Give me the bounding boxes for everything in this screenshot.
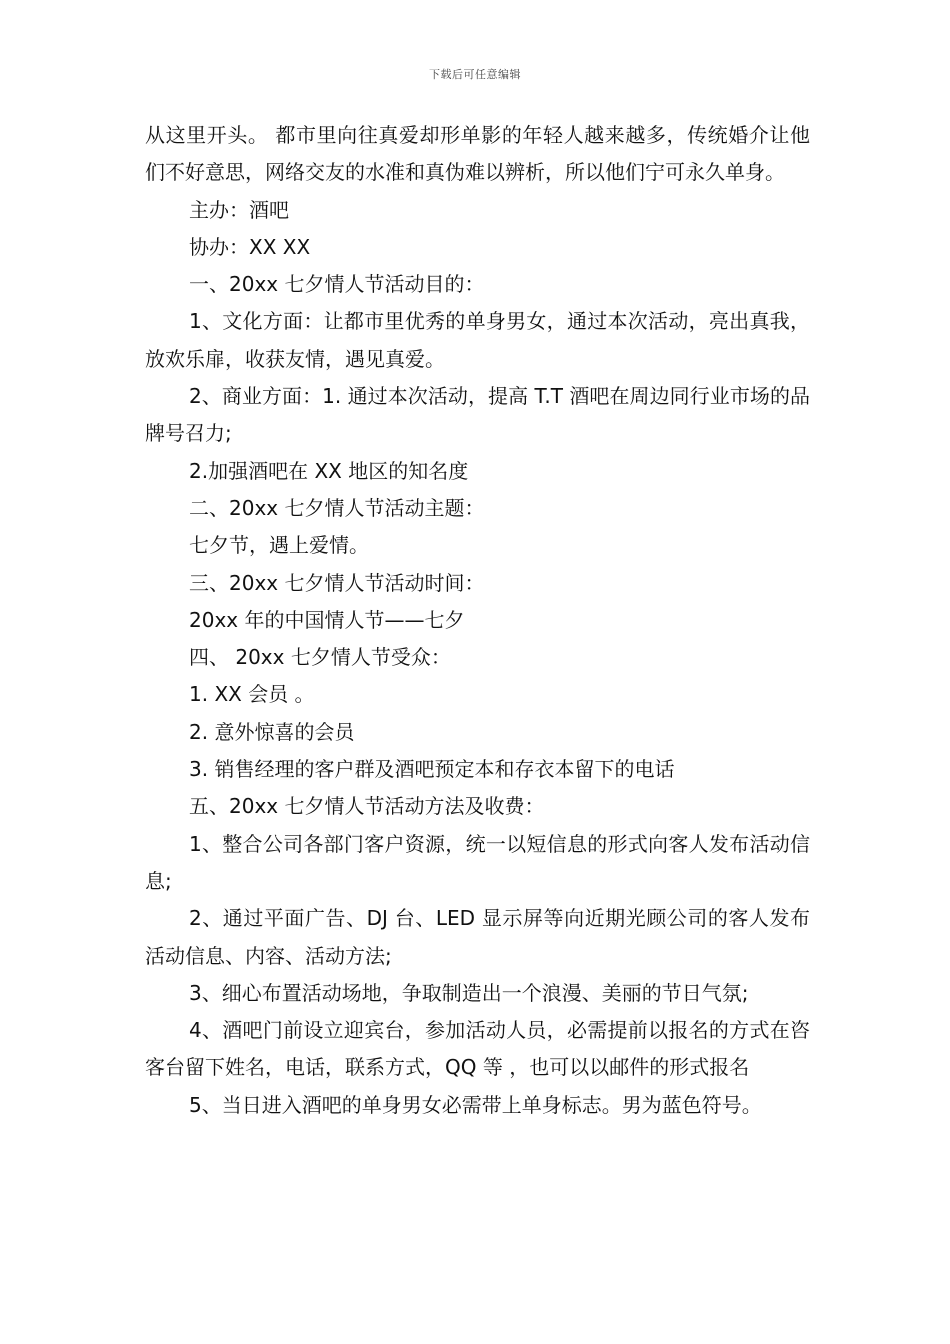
organizer-line: 主办：酒吧: [189, 197, 289, 222]
page-header: 下载后可任意编辑: [429, 68, 521, 81]
theme-text: 七夕节，遇上爱情。: [189, 533, 369, 558]
intro-paragraph: 从这里开头。 都市里向往真爱却形单影的年轻人越来越多，传统婚介让他们不好意思，网络交友的水准和真伪难以辨析，所以他们宁可永久单身。: [145, 123, 810, 185]
purpose-item-culture: 1、文化方面：让都市里优秀的单身男女，通过本次活动，亮出真我，放欢乐扉，收获友情，遇见真爱。: [145, 309, 810, 371]
section-heading-time: 三、20xx 七夕情人节活动时间：: [189, 570, 485, 595]
section-heading-purpose: 一、20xx 七夕情人节活动目的：: [189, 272, 485, 297]
time-text: 20xx 年的中国情人节——七夕: [189, 607, 465, 632]
audience-item-surprise: 2. 意外惊喜的会员: [189, 719, 355, 744]
co-organizer-line: 协办：XX XX: [189, 234, 311, 259]
method-item-1: 1、整合公司各部门客户资源，统一以短信息的形式向客人发布活动信息;: [145, 831, 810, 893]
audience-item-members: 1. XX 会员 。: [189, 682, 315, 707]
method-item-5: 5、当日进入酒吧的单身男女必需带上单身标志。男为蓝色符号。: [189, 1092, 762, 1117]
method-item-2: 2、通过平面广告、DJ 台、LED 显示屏等向近期光顾公司的客人发布活动信息、内容、活动方法;: [145, 906, 810, 968]
audience-item-clients: 3. 销售经理的客户群及酒吧预定本和存衣本留下的电话: [189, 757, 675, 782]
section-heading-method: 五、20xx 七夕情人节活动方法及收费：: [189, 794, 545, 819]
method-item-4: 4、酒吧门前设立迎宾台，参加活动人员，必需提前以报名的方式在咨客台留下姓名，电话，联系方式，QQ 等 ，也可以以邮件的形式报名: [145, 1018, 810, 1080]
section-heading-theme: 二、20xx 七夕情人节活动主题：: [189, 495, 485, 520]
method-item-3: 3、细心布置活动场地，争取制造出一个浪漫、美丽的节日气氛;: [189, 980, 749, 1005]
purpose-item-business: 2、商业方面：1. 通过本次活动，提高 T.T 酒吧在周边同行业市场的品牌号召力;: [145, 384, 810, 446]
purpose-item-awareness: 2.加强酒吧在 XX 地区的知名度: [189, 458, 469, 483]
section-heading-audience: 四、 20xx 七夕情人节受众：: [189, 645, 451, 670]
document-body: [145, 117, 810, 1124]
